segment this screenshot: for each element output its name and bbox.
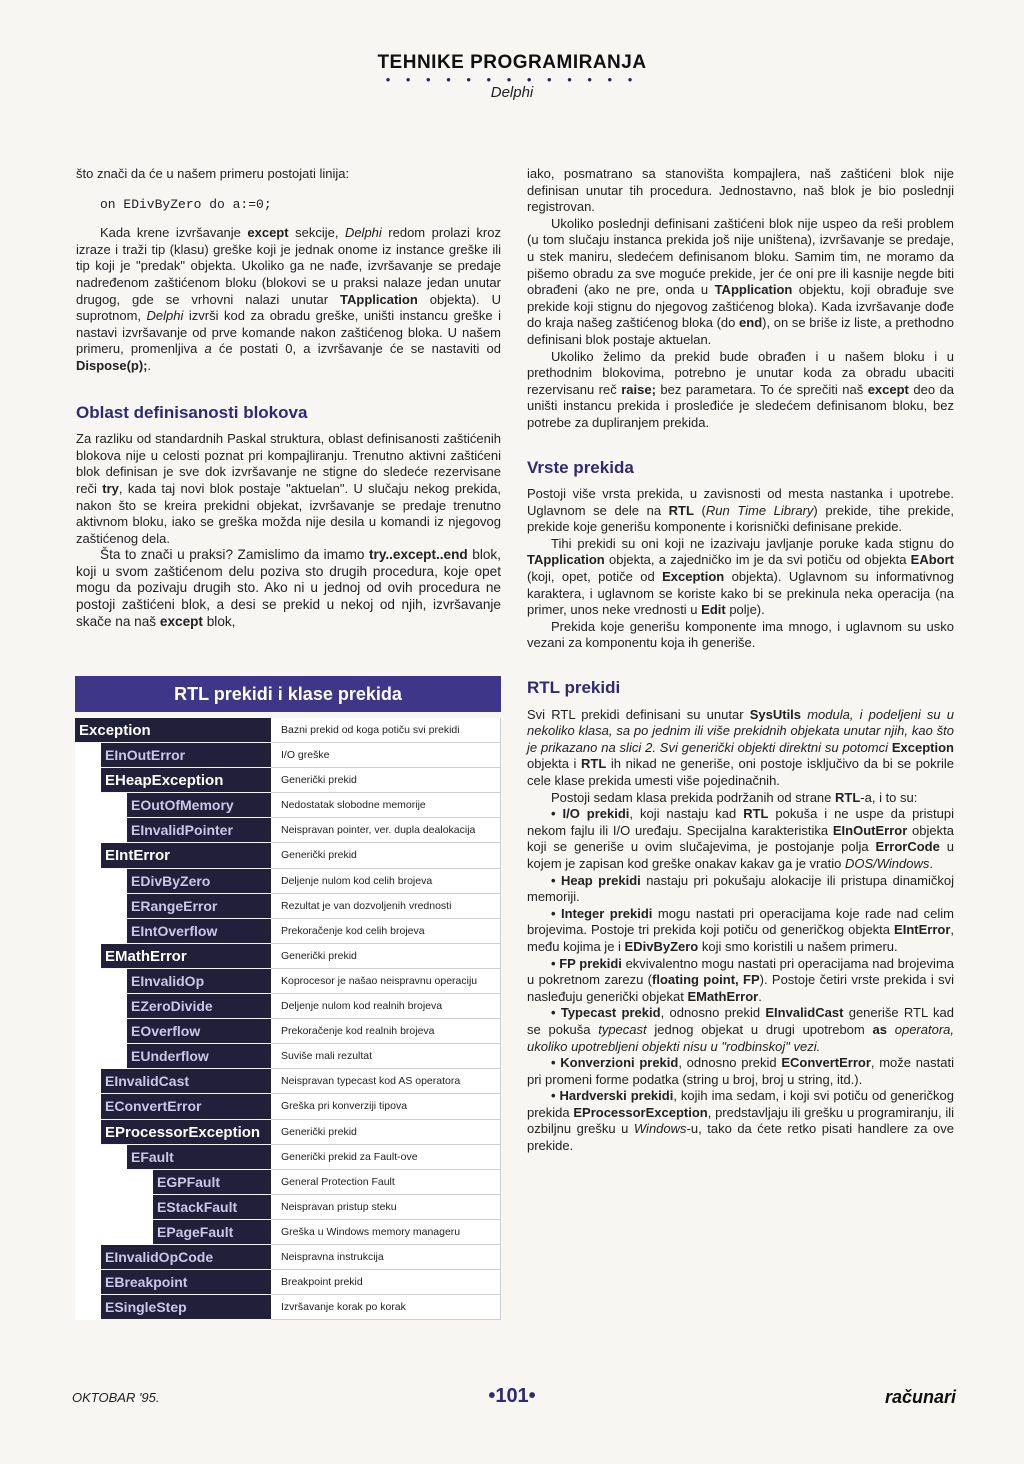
exception-cell bbox=[75, 1245, 271, 1270]
paragraph: što znači da će u našem primeru postojati linija: bbox=[76, 166, 350, 181]
exception-cell bbox=[75, 818, 271, 843]
section-title: TEHNIKE PROGRAMIRANJA bbox=[377, 52, 647, 73]
exception-description: Prekoračenje kod celih brojeva bbox=[271, 919, 501, 944]
exception-class-name: EInvalidPointer bbox=[127, 818, 271, 843]
paragraph: Postoji više vrsta prekida, u zavisnosti od mesta nastanka i upotrebe. Uglavnom se dele na RTL (Run Time Library) prekide, tihe prekide, prekide koje generišu komponente i korisnički definisane prekide. bbox=[527, 486, 954, 535]
exception-description: Prekoračenje kod realnih brojeva bbox=[271, 1019, 501, 1044]
exception-class-name: EGPFault bbox=[153, 1170, 271, 1195]
exception-cell bbox=[75, 1195, 271, 1220]
table-row bbox=[75, 1069, 501, 1094]
exception-class-name: EDivByZero bbox=[127, 869, 271, 894]
exception-description: Breakpoint prekid bbox=[271, 1270, 501, 1295]
right-column bbox=[527, 166, 954, 1155]
table-row bbox=[75, 994, 501, 1019]
exception-cell bbox=[75, 843, 271, 868]
table-row bbox=[75, 1044, 501, 1069]
paragraph: Šta to znači u praksi? Zamislimo da imamo try..except..end blok, koji u svom zaštićenom delu poziva sto drugih procedura, koje opet mogu da pozivaju drugih sto. Ako ni u jednoj od ovih procedura ne postoji zaštićeni blok, a desi se prekid u nekoj od njih, izvršavanje skače na naš except blok, bbox=[76, 547, 501, 629]
exception-cell bbox=[75, 1019, 271, 1044]
exception-class-name: ERangeError bbox=[127, 894, 271, 919]
magazine-name: računari bbox=[884, 1387, 956, 1407]
exception-class-name: EIntOverflow bbox=[127, 919, 271, 944]
section-subtitle: Delphi bbox=[490, 84, 534, 101]
table-row bbox=[75, 818, 501, 843]
code-line: on EDivByZero do a:=0; bbox=[100, 196, 272, 212]
exception-description: Neispravan pristup steku bbox=[271, 1195, 501, 1220]
exception-class-name: EInvalidCast bbox=[101, 1069, 271, 1094]
table-title: RTL prekidi i klase prekida bbox=[75, 676, 501, 712]
exception-cell bbox=[75, 994, 271, 1019]
exception-description: Neispravna instrukcija bbox=[271, 1245, 501, 1270]
exception-class-name: EPageFault bbox=[153, 1220, 271, 1245]
exception-description: Rezultat je van dozvoljenih vrednosti bbox=[271, 894, 501, 919]
table-row bbox=[75, 1270, 501, 1295]
exception-description: Izvršavanje korak po korak bbox=[271, 1295, 501, 1320]
table-row bbox=[75, 944, 501, 969]
header-dots: • • • • • • • • • • • • • bbox=[385, 72, 639, 87]
exception-class-name: EHeapException bbox=[101, 768, 271, 793]
exception-description: Deljenje nulom kod celih brojeva bbox=[271, 869, 501, 894]
exception-cell bbox=[75, 1145, 271, 1170]
exception-cell bbox=[75, 1270, 271, 1295]
paragraph: Tihi prekidi su oni koji ne izazivaju javljanje poruke kada stignu do TApplication objekta, a zajedničko im je da svi potiču od objekta EAbort (koji, opet, potiče od Exception objekta). Uglavnom su informativnog karaktera, i uglavnom se koriste kako bi se prekinula neka operacija (na primer, unos neke vrednosti u Edit polje). bbox=[527, 535, 954, 618]
table-row bbox=[75, 743, 501, 768]
exception-class-name: EConvertError bbox=[101, 1094, 271, 1119]
exception-description: Bazni prekid od koga potiču svi prekidi bbox=[271, 718, 501, 743]
section-heading-rtl: RTL prekidi bbox=[527, 678, 621, 698]
table-row bbox=[75, 1094, 501, 1119]
exception-description: Greška u Windows memory manageru bbox=[271, 1220, 501, 1245]
exception-cell bbox=[75, 969, 271, 994]
exception-class-name: EFault bbox=[127, 1145, 271, 1170]
list-item: • FP prekidi ekvivalentno mogu nastati pri operacijama nad brojevima u pokretnom zarezu (floating point, FP). Postoje četiri vrste prekida i svi nasleđuju generički objekat EMathError. bbox=[527, 955, 954, 1004]
paragraph: Za razliku od standardnih Paskal struktura, oblast definisanosti zaštićenih blokova nije u celosti poznat pri kompajliranju. Trenutno aktivni zaštićeni blok definisan je sve dok izvršavanje ne stigne do sledeće rezervisane reči try, kada taj novi blok postaje "aktuelan". U slučaju nekog prekida, nakon što se kreira prekidni objekat, izvršavanje se predaje trenutno aktivnom bloku, iako se greška možda nije desila u komandi iz njegovog zaštićenog dela. bbox=[76, 431, 502, 546]
exception-cell bbox=[75, 1120, 271, 1145]
exception-class-name: EOutOfMemory bbox=[127, 793, 271, 818]
section-heading-types: Vrste prekida bbox=[527, 457, 634, 477]
page-header bbox=[0, 52, 1024, 101]
exception-cell bbox=[75, 718, 271, 743]
table-row bbox=[75, 1245, 501, 1270]
table-row bbox=[75, 969, 501, 994]
exception-cell bbox=[75, 793, 271, 818]
list-item: • Heap prekidi nastaju pri pokušaju alokacije ili pristupa dinamičkoj memoriji. bbox=[527, 872, 954, 905]
table-row bbox=[75, 768, 501, 793]
exception-description: General Protection Fault bbox=[271, 1170, 501, 1195]
exception-cell bbox=[75, 1220, 271, 1245]
rtl-exceptions-table bbox=[75, 676, 501, 1320]
exception-description: Nedostatak slobodne memorije bbox=[271, 793, 501, 818]
exception-cell bbox=[75, 869, 271, 894]
table-row bbox=[75, 1019, 501, 1044]
exception-cell bbox=[75, 919, 271, 944]
exception-description: I/O greške bbox=[271, 743, 501, 768]
exception-cell bbox=[75, 768, 271, 793]
exception-class-name: EProcessorException bbox=[101, 1120, 271, 1145]
exception-description: Koprocesor je našao neispravnu operaciju bbox=[271, 969, 501, 994]
exception-description: Generički prekid bbox=[271, 843, 501, 868]
exception-class-name: EStackFault bbox=[153, 1195, 271, 1220]
paragraph: Postoji sedam klasa prekida podržanih od strane RTL-a, i to su: bbox=[551, 789, 918, 805]
exception-cell bbox=[75, 1094, 271, 1119]
exception-cell bbox=[75, 1069, 271, 1094]
exception-description: Generički prekid bbox=[271, 768, 501, 793]
exception-description: Deljenje nulom kod realnih brojeva bbox=[271, 994, 501, 1019]
list-item: • I/O prekidi, koji nastaju kad RTL pokuša i ne uspe da pristupi nekom fajlu ili I/O uređaju. Specijalna karakteristika EInOutError objekta koji se generiše u ovim slučajevima, je postojanje polja ErrorCode u kojem je zapisan kod greške onakav kakav ga je vratio DOS/Windows. bbox=[527, 806, 955, 871]
paragraph: Ukoliko poslednji definisani zaštićeni blok nije uspeo da reši problem (u tom slučaju instanca prekida još nije uništena), izvršavanje se predaje, u stek maniru, sledećem definisanom bloku. Samim tim, ne moramo da pišemo obradu za sve moguće prekide, jer će oni pre ili kasnije negde biti obrađeni (ako ne pre, onda u TApplication objektu, koji obrađuje sve prekide koji stignu do njegovog zaštićenog bloka). Kada izvršavanje dođe do kraja našeg zaštićenog bloka (do end), on se briše iz liste, a prethodno definisani blok postaje aktuelan. bbox=[527, 215, 954, 347]
table-row bbox=[75, 919, 501, 944]
exception-class-name: EBreakpoint bbox=[101, 1270, 271, 1295]
exception-cell bbox=[75, 1170, 271, 1195]
exception-cell bbox=[75, 1044, 271, 1069]
exception-description: Generički prekid za Fault-ove bbox=[271, 1145, 501, 1170]
page-number: •101• bbox=[488, 1385, 536, 1407]
exception-class-name: EInOutError bbox=[101, 743, 271, 768]
exception-cell bbox=[75, 743, 271, 768]
table-row bbox=[75, 1120, 501, 1145]
exception-cell bbox=[75, 1295, 271, 1320]
table-row bbox=[75, 793, 501, 818]
exception-description: Generički prekid bbox=[271, 944, 501, 969]
left-column bbox=[76, 166, 501, 630]
exception-class-name: EZeroDivide bbox=[127, 994, 271, 1019]
table-row bbox=[75, 1295, 501, 1320]
section-heading-scope: Oblast definisanosti blokova bbox=[76, 402, 308, 422]
exception-class-name: EInvalidOp bbox=[127, 969, 271, 994]
issue-date: OKTOBAR '95. bbox=[72, 1390, 160, 1405]
list-item: • Integer prekidi mogu nastati pri operacijama koje rade nad celim brojevima. Postoje tri prekida koji potiču od generičkog objekta EIntError, među kojima je i EDivByZero koji smo koristili u našem primeru. bbox=[527, 905, 954, 954]
table-row bbox=[75, 894, 501, 919]
table-row bbox=[75, 1220, 501, 1245]
paragraph: Prekida koje generišu komponente ima mnogo, i uglavnom su usko vezani za komponentu koja ih generiše. bbox=[527, 618, 954, 651]
exception-class-name: Exception bbox=[75, 718, 271, 743]
paragraph: iako, posmatrano sa stanovišta kompajlera, naš zaštićeni blok nije definisan unutar tih procedura. Jednostavno, naš blok je bio poslednji registrovan. bbox=[527, 166, 954, 215]
exception-class-name: ESingleStep bbox=[101, 1295, 271, 1320]
table-row bbox=[75, 718, 501, 743]
list-item: • Typecast prekid, odnosno prekid EInvalidCast generiše RTL kad se pokuša typecast jednog objekat u drugi upotrebom as operatora, ukoliko upotrebljeni objekti nisu u "rodbinskoj" vezi. bbox=[527, 1005, 955, 1054]
paragraph: Kada krene izvršavanje except sekcije, Delphi redom prolazi kroz izraze i traži tip (klasu) greške koji je jednak onome iz instance greške ili tip koji je "predak" objekta. Ukoliko ga ne nađe, izvršavanje se predaje nadređenom zaštićenom bloku (blokovi se u praksi nalaze jedan unutar drugog, gde se vrhovni nalazi unutar TApplication objekta). U suprotnom, Delphi izvrši kod za obradu greške, uništi instancu greške i nastavi izvršavanje od prve komande nakon zaštićenog bloka. U našem primeru, promenljiva a će postati 0, a izvršavanje će se nastaviti od Dispose(p);. bbox=[76, 225, 502, 373]
exception-cell bbox=[75, 944, 271, 969]
exception-description: Greška pri konverziji tipova bbox=[271, 1094, 501, 1119]
exception-cell bbox=[75, 894, 271, 919]
table-row bbox=[75, 1195, 501, 1220]
list-item: • Konverzioni prekid, odnosno prekid EConvertError, može nastati pri promeni forme podatka (string u broj, broj u string, itd.). bbox=[527, 1055, 954, 1087]
table-row bbox=[75, 869, 501, 894]
exception-description: Neispravan typecast kod AS operatora bbox=[271, 1069, 501, 1094]
paragraph: Svi RTL prekidi definisani su unutar SysUtils modula, i podeljeni su u nekoliko klasa, sa po jednim ili više prekidnih objekata unutar njih, kao što je prikazano na slici 2. Svi generički objekti direktni su potomci Exception objekta i RTL ih nikad ne generiše, oni postoje isključivo da bi se pokrile cele klase prekida umesti više pojedinačnih. bbox=[527, 706, 955, 788]
exception-description: Neispravan pointer, ver. dupla dealokacija bbox=[271, 818, 501, 843]
table-row bbox=[75, 843, 501, 868]
exception-class-name: EMathError bbox=[101, 944, 271, 969]
paragraph: Ukoliko želimo da prekid bude obrađen i u našem bloku i u prethodnim blokovima, potrebno je unutar koda za obradu ubaciti rezervisanu reč raise; bez parametara. To će sprečiti naš except deo da uništi instancu prekida i prosleđiće je sledećem definisanom bloku, bez potrebe za dupliranjem prekida. bbox=[527, 348, 954, 430]
exception-class-name: EOverflow bbox=[127, 1019, 271, 1044]
exception-class-name: EUnderflow bbox=[127, 1044, 271, 1069]
exception-description: Generički prekid bbox=[271, 1120, 501, 1145]
exception-class-name: EIntError bbox=[101, 843, 271, 868]
list-item: • Hardverski prekidi, kojih ima sedam, i koji svi potiču od generičkog prekida EProcessorException, predstavljaju ili grešku u programiranju, ili ozbiljnu grešku u Windows-u, tako da ćete retko pisati handlere za ove prekide. bbox=[527, 1088, 954, 1154]
exception-class-name: EInvalidOpCode bbox=[101, 1245, 271, 1270]
table-row bbox=[75, 1170, 501, 1195]
exception-description: Suviše mali rezultat bbox=[271, 1044, 501, 1069]
table-row bbox=[75, 1145, 501, 1170]
